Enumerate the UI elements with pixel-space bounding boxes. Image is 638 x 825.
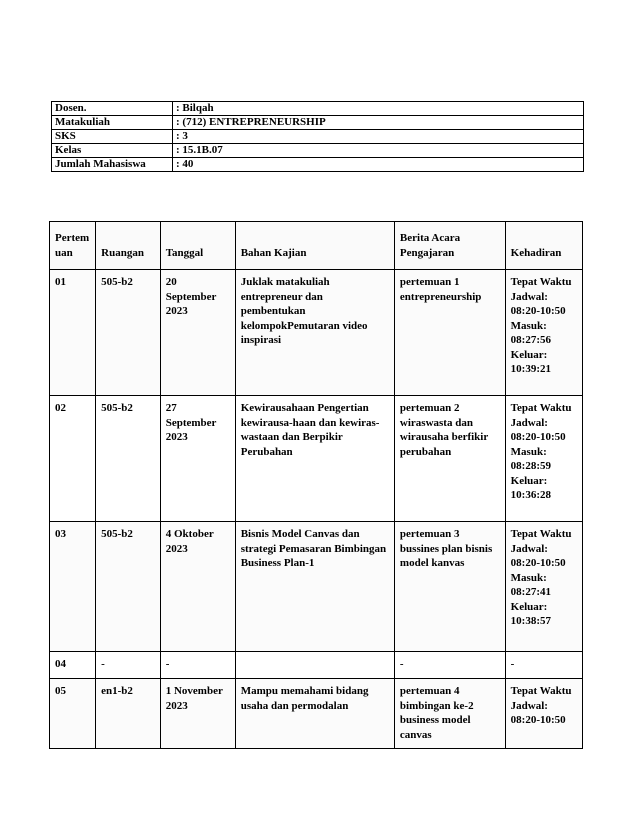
- cell-tanggal: -: [160, 652, 235, 679]
- table-row: [50, 522, 583, 652]
- info-row: [52, 130, 584, 144]
- header-ruangan: Ruangan: [96, 222, 161, 270]
- cell-ruangan: en1-b2: [96, 679, 161, 749]
- table-row: [50, 270, 583, 396]
- schedule-table: [49, 221, 583, 749]
- info-row: [52, 158, 584, 172]
- info-value: : 15.1B.07: [173, 144, 584, 158]
- header-pertemuan: Pertem uan: [50, 222, 96, 270]
- course-info-table: [51, 101, 584, 172]
- cell-bahan-kajian: Juklak matakuliah entrepreneur dan pembentukan kelompokPemutaran video inspirasi: [235, 270, 394, 396]
- cell-ruangan: -: [96, 652, 161, 679]
- cell-pertemuan: 04: [50, 652, 96, 679]
- cell-kehadiran: Tepat Waktu Jadwal: 08:20-10:50 Masuk: 08:28:59 Keluar: 10:36:28: [505, 396, 582, 522]
- cell-bahan-kajian: [235, 652, 394, 679]
- header-bahan-kajian: Bahan Kajian: [235, 222, 394, 270]
- table-row: [50, 652, 583, 679]
- info-value: : Bilqah: [173, 102, 584, 116]
- info-key: Matakuliah: [52, 116, 173, 130]
- cell-berita-acara: -: [394, 652, 505, 679]
- cell-pertemuan: 02: [50, 396, 96, 522]
- info-row: [52, 116, 584, 130]
- info-key: Dosen.: [52, 102, 173, 116]
- cell-ruangan: 505-b2: [96, 270, 161, 396]
- cell-berita-acara: pertemuan 1 entrepreneurship: [394, 270, 505, 396]
- table-row: [50, 679, 583, 749]
- cell-berita-acara: pertemuan 2 wiraswasta dan wirausaha berfikir perubahan: [394, 396, 505, 522]
- cell-pertemuan: 03: [50, 522, 96, 652]
- cell-berita-acara: pertemuan 3 bussines plan bisnis model kanvas: [394, 522, 505, 652]
- cell-kehadiran: Tepat Waktu Jadwal: 08:20-10:50 Masuk: 08:27:56 Keluar: 10:39:21: [505, 270, 582, 396]
- cell-tanggal: 27 September 2023: [160, 396, 235, 522]
- header-berita-acara: Berita Acara Pengajaran: [394, 222, 505, 270]
- cell-bahan-kajian: Kewirausahaan Pengertian kewirausa-haan dan kewiras-wastaan dan Berpikir Perubahan: [235, 396, 394, 522]
- info-key: Jumlah Mahasiswa: [52, 158, 173, 172]
- cell-pertemuan: 05: [50, 679, 96, 749]
- cell-pertemuan: 01: [50, 270, 96, 396]
- cell-tanggal: 1 November 2023: [160, 679, 235, 749]
- info-key: SKS: [52, 130, 173, 144]
- table-row: [50, 396, 583, 522]
- cell-tanggal: 4 Oktober 2023: [160, 522, 235, 652]
- cell-bahan-kajian: Bisnis Model Canvas dan strategi Pemasaran Bimbingan Business Plan-1: [235, 522, 394, 652]
- cell-kehadiran: Tepat Waktu Jadwal: 08:20-10:50 Masuk: 08:27:41 Keluar: 10:38:57: [505, 522, 582, 652]
- cell-bahan-kajian: Mampu memahami bidang usaha dan permodalan: [235, 679, 394, 749]
- cell-tanggal: 20 September 2023: [160, 270, 235, 396]
- cell-kehadiran: -: [505, 652, 582, 679]
- cell-ruangan: 505-b2: [96, 522, 161, 652]
- cell-berita-acara: pertemuan 4 bimbingan ke-2 business model canvas: [394, 679, 505, 749]
- header-kehadiran: Kehadiran: [505, 222, 582, 270]
- info-value: : (712) ENTREPRENEURSHIP: [173, 116, 584, 130]
- header-tanggal: Tanggal: [160, 222, 235, 270]
- header-row: [50, 222, 583, 270]
- info-key: Kelas: [52, 144, 173, 158]
- info-row: [52, 144, 584, 158]
- cell-ruangan: 505-b2: [96, 396, 161, 522]
- info-value: : 40: [173, 158, 584, 172]
- cell-kehadiran: Tepat Waktu Jadwal: 08:20-10:50: [505, 679, 582, 749]
- info-row: [52, 102, 584, 116]
- info-value: : 3: [173, 130, 584, 144]
